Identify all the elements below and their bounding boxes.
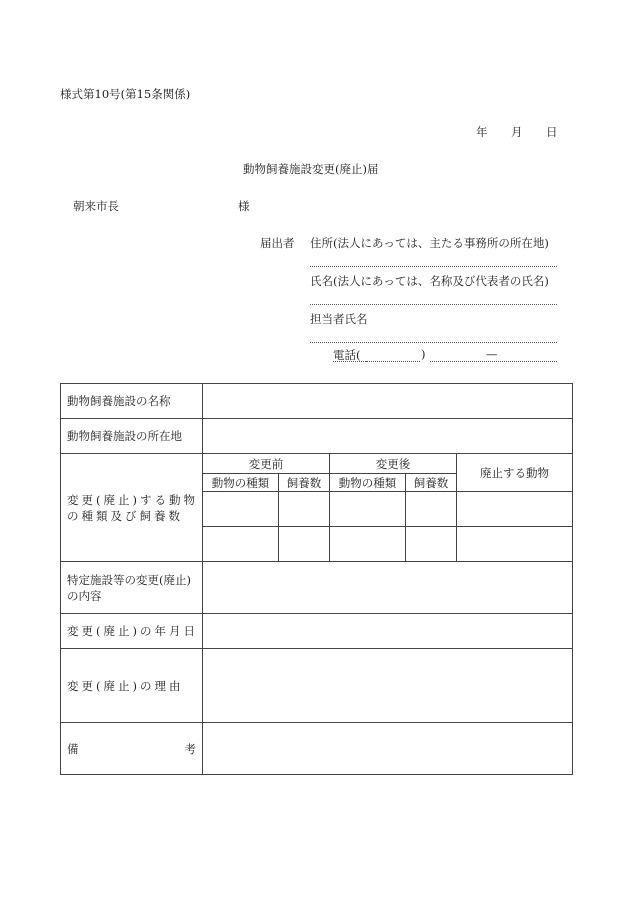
phone-underline	[333, 361, 366, 362]
table-row	[61, 562, 573, 614]
abolished-header: 廃止する動物	[457, 454, 573, 492]
form-number: 様式第10号(第15条関係)	[60, 87, 191, 101]
addressee-honorific: 様	[238, 199, 250, 213]
before-count-field-2[interactable]	[279, 527, 330, 562]
date-day: 日	[546, 125, 558, 139]
table-row	[61, 723, 573, 775]
phone-area-code-field[interactable]	[366, 361, 420, 362]
change-reason-label: 変更(廃止)の理由	[61, 649, 203, 723]
after-species-field-2[interactable]	[330, 527, 406, 562]
table-row	[61, 614, 573, 649]
date-year: 年	[476, 125, 488, 139]
notifier-name-label: 氏名(法人にあっては、名称及び代表者の氏名)	[310, 274, 549, 288]
specified-facility-label: 特定施設等の変更(廃止) の内容	[61, 562, 203, 614]
before-species-field[interactable]	[203, 492, 279, 527]
table-row	[61, 649, 573, 723]
after-species-header: 動物の種類	[330, 474, 406, 492]
abolished-animal-field[interactable]	[457, 492, 573, 527]
after-header: 変更後	[330, 454, 457, 474]
phone-paren-close: )	[421, 347, 426, 361]
before-count-field[interactable]	[279, 492, 330, 527]
contact-person-field[interactable]	[310, 342, 557, 343]
after-count-header: 飼養数	[406, 474, 457, 492]
before-species-header: 動物の種類	[203, 474, 279, 492]
change-reason-field[interactable]	[203, 649, 573, 723]
after-count-field[interactable]	[406, 492, 457, 527]
table-row	[61, 384, 573, 419]
date-month: 月	[511, 125, 523, 139]
after-count-field-2[interactable]	[406, 527, 457, 562]
before-count-header: 飼養数	[279, 474, 330, 492]
contact-person-label: 担当者氏名	[310, 312, 368, 326]
before-header: 変更前	[203, 454, 330, 474]
notifier-label: 届出者	[260, 236, 295, 250]
remarks-label: 備 考	[61, 723, 203, 775]
facility-location-field[interactable]	[203, 419, 573, 454]
table-row	[61, 419, 573, 454]
after-species-field[interactable]	[330, 492, 406, 527]
phone-label: 電話(	[333, 348, 361, 362]
notification-table	[60, 383, 573, 775]
notifier-address-label: 住所(法人にあっては、主たる事務所の所在地)	[310, 236, 549, 250]
before-species-field-2[interactable]	[203, 527, 279, 562]
facility-name-field[interactable]	[203, 384, 573, 419]
document-title: 動物飼養施設変更(廃止)届	[243, 162, 379, 176]
address-field[interactable]	[310, 266, 557, 267]
abolished-animal-field-2[interactable]	[457, 527, 573, 562]
specified-facility-field[interactable]	[203, 562, 573, 614]
facility-location-label: 動物飼養施設の所在地	[61, 419, 203, 454]
table-row	[61, 454, 573, 474]
facility-name-label: 動物飼養施設の名称	[61, 384, 203, 419]
addressee-name: 朝来市長	[73, 199, 119, 213]
name-field[interactable]	[310, 304, 557, 305]
change-date-field[interactable]	[203, 614, 573, 649]
phone-dash: —	[486, 347, 498, 361]
phone-number-field[interactable]	[430, 361, 557, 362]
remarks-field[interactable]	[203, 723, 573, 775]
animals-label: 変更(廃止)する動物 の種類及び飼養数	[61, 454, 203, 562]
change-date-label: 変更(廃止)の年月日	[61, 614, 203, 649]
